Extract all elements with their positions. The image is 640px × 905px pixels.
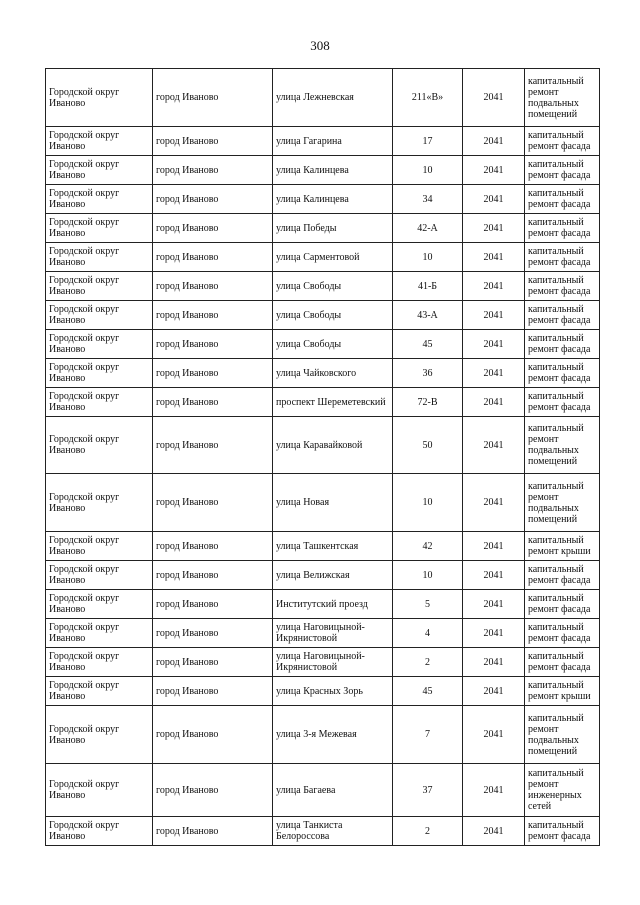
street-cell: улица Багаева — [273, 764, 393, 817]
work-type-cell: капитальный ремонт крыши — [525, 532, 600, 561]
city-cell: город Иваново — [153, 359, 273, 388]
house-number-cell: 43-А — [393, 301, 463, 330]
street-cell: улица Новая — [273, 474, 393, 532]
municipality-cell: Городской округ Иваново — [46, 388, 153, 417]
house-number-cell: 42 — [393, 532, 463, 561]
house-number-cell: 41-Б — [393, 272, 463, 301]
table-row — [46, 561, 600, 590]
house-number-cell: 42-А — [393, 214, 463, 243]
work-type-cell: капитальный ремонт подвальных помещений — [525, 417, 600, 474]
municipality-cell: Городской округ Иваново — [46, 301, 153, 330]
work-type-cell: капитальный ремонт фасада — [525, 590, 600, 619]
city-cell: город Иваново — [153, 677, 273, 706]
work-type-cell: капитальный ремонт фасада — [525, 214, 600, 243]
table-row — [46, 330, 600, 359]
municipality-cell: Городской округ Иваново — [46, 243, 153, 272]
page-number: 308 — [310, 38, 330, 53]
municipality-cell: Городской округ Иваново — [46, 619, 153, 648]
table-row — [46, 417, 600, 474]
year-cell: 2041 — [463, 417, 525, 474]
street-cell: улица Калинцева — [273, 156, 393, 185]
repair-registry-table — [45, 68, 600, 846]
municipality-cell: Городской округ Иваново — [46, 474, 153, 532]
city-cell: город Иваново — [153, 474, 273, 532]
work-type-cell: капитальный ремонт фасада — [525, 561, 600, 590]
table-row — [46, 301, 600, 330]
house-number-cell: 36 — [393, 359, 463, 388]
street-cell: проспект Шереметевский — [273, 388, 393, 417]
street-cell: улица Лежневская — [273, 69, 393, 127]
table-row — [46, 127, 600, 156]
city-cell: город Иваново — [153, 817, 273, 846]
table-row — [46, 619, 600, 648]
table-row — [46, 359, 600, 388]
house-number-cell: 72-В — [393, 388, 463, 417]
city-cell: город Иваново — [153, 69, 273, 127]
house-number-cell: 37 — [393, 764, 463, 817]
city-cell: город Иваново — [153, 330, 273, 359]
year-cell: 2041 — [463, 619, 525, 648]
work-type-cell: капитальный ремонт инженерных сетей — [525, 764, 600, 817]
table-row — [46, 764, 600, 817]
city-cell: город Иваново — [153, 532, 273, 561]
street-cell: улица Свободы — [273, 330, 393, 359]
house-number-cell: 211«В» — [393, 69, 463, 127]
municipality-cell: Городской округ Иваново — [46, 156, 153, 185]
house-number-cell: 4 — [393, 619, 463, 648]
municipality-cell: Городской округ Иваново — [46, 127, 153, 156]
municipality-cell: Городской округ Иваново — [46, 330, 153, 359]
table-row — [46, 590, 600, 619]
year-cell: 2041 — [463, 561, 525, 590]
city-cell: город Иваново — [153, 561, 273, 590]
city-cell: город Иваново — [153, 272, 273, 301]
year-cell: 2041 — [463, 156, 525, 185]
street-cell: улица Свободы — [273, 272, 393, 301]
year-cell: 2041 — [463, 764, 525, 817]
street-cell: Институтский проезд — [273, 590, 393, 619]
city-cell: город Иваново — [153, 301, 273, 330]
house-number-cell: 7 — [393, 706, 463, 764]
year-cell: 2041 — [463, 185, 525, 214]
house-number-cell: 34 — [393, 185, 463, 214]
table-row — [46, 156, 600, 185]
house-number-cell: 2 — [393, 648, 463, 677]
municipality-cell: Городской округ Иваново — [46, 677, 153, 706]
year-cell: 2041 — [463, 817, 525, 846]
house-number-cell: 50 — [393, 417, 463, 474]
municipality-cell: Городской округ Иваново — [46, 706, 153, 764]
work-type-cell: капитальный ремонт фасада — [525, 817, 600, 846]
street-cell: улица Чайковского — [273, 359, 393, 388]
street-cell: улица Гагарина — [273, 127, 393, 156]
year-cell: 2041 — [463, 330, 525, 359]
house-number-cell: 2 — [393, 817, 463, 846]
street-cell: улица Свободы — [273, 301, 393, 330]
year-cell: 2041 — [463, 590, 525, 619]
street-cell: улица Наговицыной-Икрянистовой — [273, 648, 393, 677]
year-cell: 2041 — [463, 474, 525, 532]
street-cell: улица Танкиста Белороссова — [273, 817, 393, 846]
municipality-cell: Городской округ Иваново — [46, 532, 153, 561]
year-cell: 2041 — [463, 272, 525, 301]
city-cell: город Иваново — [153, 417, 273, 474]
municipality-cell: Городской округ Иваново — [46, 561, 153, 590]
street-cell: улица Красных Зорь — [273, 677, 393, 706]
municipality-cell: Городской округ Иваново — [46, 185, 153, 214]
year-cell: 2041 — [463, 127, 525, 156]
year-cell: 2041 — [463, 359, 525, 388]
city-cell: город Иваново — [153, 214, 273, 243]
year-cell: 2041 — [463, 388, 525, 417]
work-type-cell: капитальный ремонт фасада — [525, 243, 600, 272]
city-cell: город Иваново — [153, 590, 273, 619]
year-cell: 2041 — [463, 532, 525, 561]
city-cell: город Иваново — [153, 156, 273, 185]
house-number-cell: 5 — [393, 590, 463, 619]
street-cell: улица Наговицыной-Икрянистовой — [273, 619, 393, 648]
street-cell: улица Велижская — [273, 561, 393, 590]
year-cell: 2041 — [463, 69, 525, 127]
work-type-cell: капитальный ремонт подвальных помещений — [525, 474, 600, 532]
table-row — [46, 185, 600, 214]
house-number-cell: 45 — [393, 330, 463, 359]
house-number-cell: 10 — [393, 156, 463, 185]
table-row — [46, 388, 600, 417]
street-cell: улица Сарментовой — [273, 243, 393, 272]
municipality-cell: Городской округ Иваново — [46, 69, 153, 127]
city-cell: город Иваново — [153, 127, 273, 156]
registry-body — [46, 69, 600, 846]
house-number-cell: 10 — [393, 474, 463, 532]
municipality-cell: Городской округ Иваново — [46, 648, 153, 677]
work-type-cell: капитальный ремонт фасада — [525, 648, 600, 677]
work-type-cell: капитальный ремонт крыши — [525, 677, 600, 706]
year-cell: 2041 — [463, 706, 525, 764]
work-type-cell: капитальный ремонт фасада — [525, 301, 600, 330]
street-cell: улица Каравайковой — [273, 417, 393, 474]
municipality-cell: Городской округ Иваново — [46, 272, 153, 301]
work-type-cell: капитальный ремонт фасада — [525, 127, 600, 156]
work-type-cell: капитальный ремонт подвальных помещений — [525, 706, 600, 764]
work-type-cell: капитальный ремонт фасада — [525, 388, 600, 417]
table-row — [46, 69, 600, 127]
table-row — [46, 214, 600, 243]
table-row — [46, 706, 600, 764]
municipality-cell: Городской округ Иваново — [46, 417, 153, 474]
table-row — [46, 817, 600, 846]
street-cell: улица Ташкентская — [273, 532, 393, 561]
city-cell: город Иваново — [153, 706, 273, 764]
city-cell: город Иваново — [153, 619, 273, 648]
work-type-cell: капитальный ремонт подвальных помещений — [525, 69, 600, 127]
city-cell: город Иваново — [153, 243, 273, 272]
year-cell: 2041 — [463, 677, 525, 706]
street-cell: улица 3-я Межевая — [273, 706, 393, 764]
work-type-cell: капитальный ремонт фасада — [525, 330, 600, 359]
city-cell: город Иваново — [153, 185, 273, 214]
city-cell: город Иваново — [153, 388, 273, 417]
year-cell: 2041 — [463, 214, 525, 243]
work-type-cell: капитальный ремонт фасада — [525, 619, 600, 648]
work-type-cell: капитальный ремонт фасада — [525, 185, 600, 214]
municipality-cell: Городской округ Иваново — [46, 590, 153, 619]
work-type-cell: капитальный ремонт фасада — [525, 359, 600, 388]
municipality-cell: Городской округ Иваново — [46, 817, 153, 846]
table-row — [46, 243, 600, 272]
table-row — [46, 532, 600, 561]
city-cell: город Иваново — [153, 764, 273, 817]
work-type-cell: капитальный ремонт фасада — [525, 156, 600, 185]
house-number-cell: 10 — [393, 243, 463, 272]
table-row — [46, 677, 600, 706]
municipality-cell: Городской округ Иваново — [46, 359, 153, 388]
year-cell: 2041 — [463, 648, 525, 677]
year-cell: 2041 — [463, 301, 525, 330]
street-cell: улица Калинцева — [273, 185, 393, 214]
table-row — [46, 648, 600, 677]
table-row — [46, 272, 600, 301]
house-number-cell: 10 — [393, 561, 463, 590]
table-row — [46, 474, 600, 532]
municipality-cell: Городской округ Иваново — [46, 764, 153, 817]
year-cell: 2041 — [463, 243, 525, 272]
house-number-cell: 17 — [393, 127, 463, 156]
municipality-cell: Городской округ Иваново — [46, 214, 153, 243]
house-number-cell: 45 — [393, 677, 463, 706]
work-type-cell: капитальный ремонт фасада — [525, 272, 600, 301]
street-cell: улица Победы — [273, 214, 393, 243]
city-cell: город Иваново — [153, 648, 273, 677]
